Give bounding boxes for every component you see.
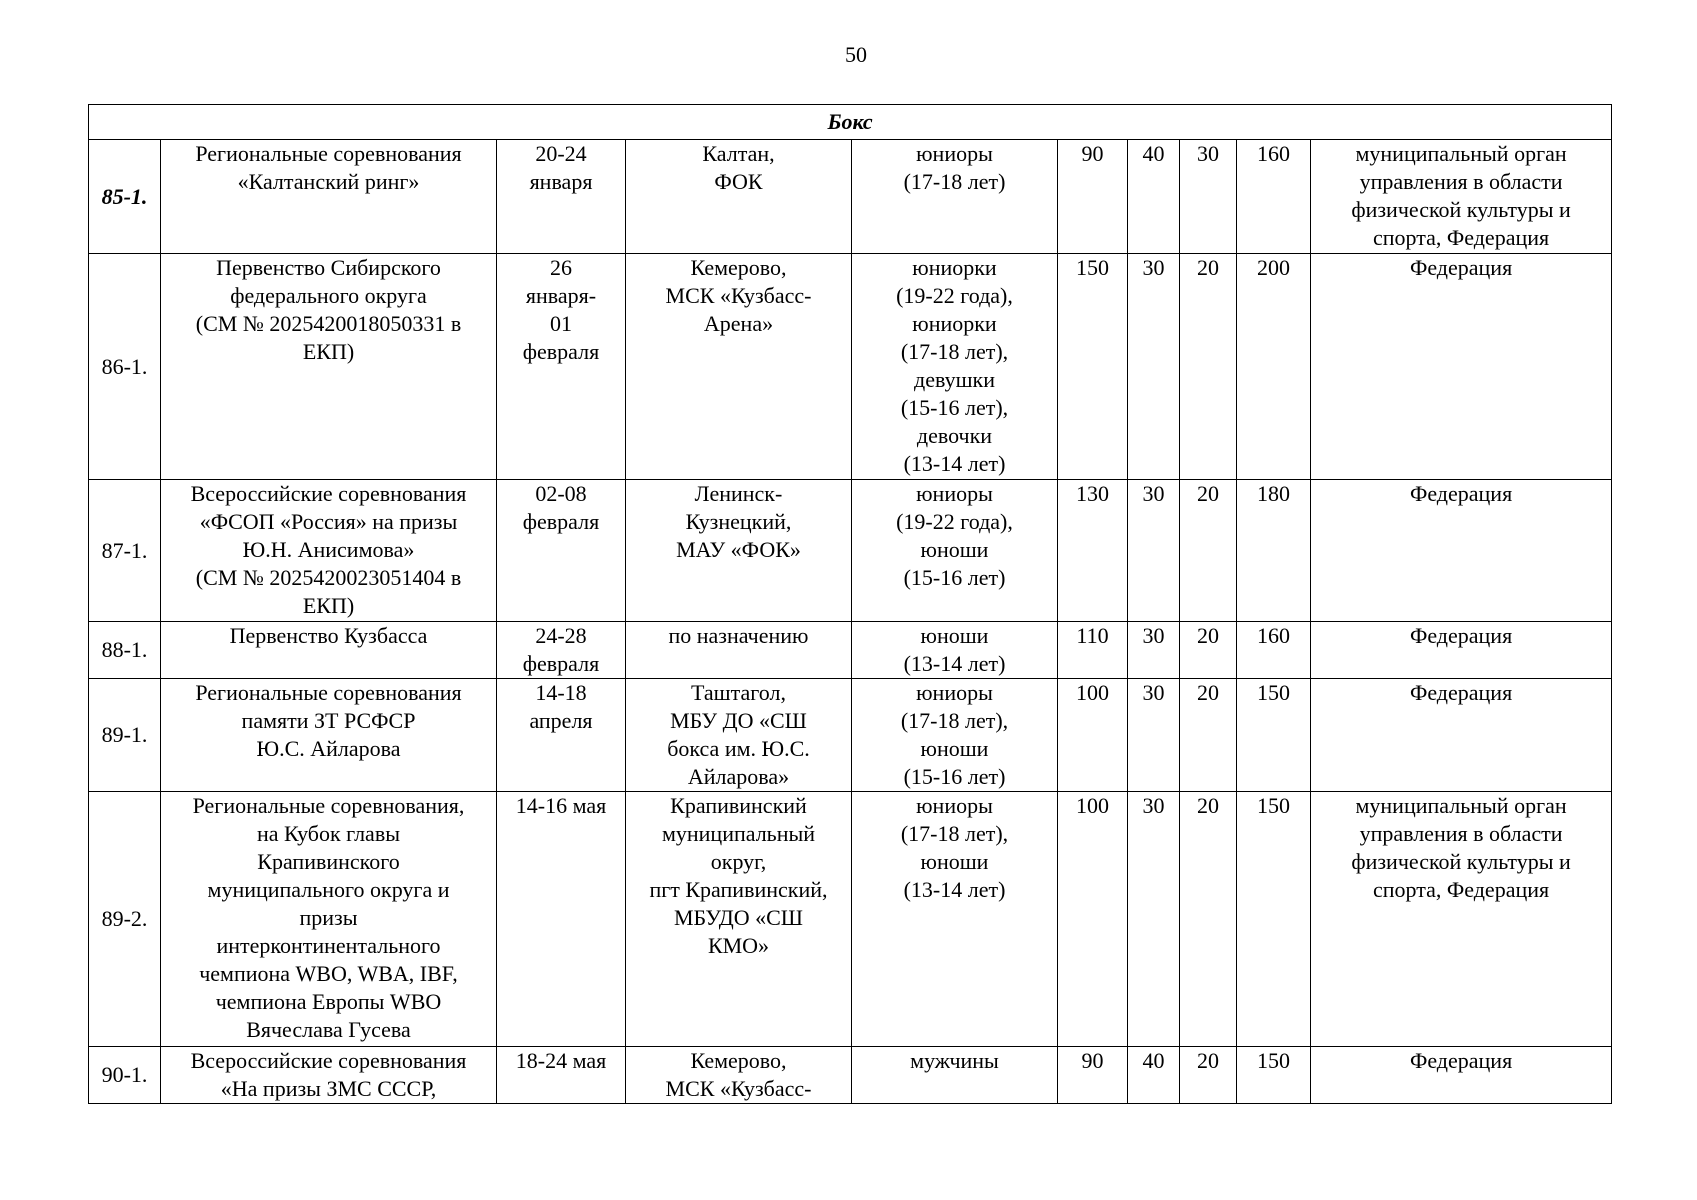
event-name-line: Крапивинского <box>257 849 400 874</box>
event-name-line: Региональные соревнования <box>195 141 462 166</box>
count-1: 110 <box>1058 622 1128 679</box>
event-name-line: на Кубок главы <box>257 821 400 846</box>
event-name-line: Региональные соревнования, <box>192 793 465 818</box>
event-name <box>161 480 497 622</box>
participants <box>852 140 1058 254</box>
organizer <box>1311 679 1612 792</box>
participants-line: юниорки <box>912 255 997 280</box>
event-place-line: МБУ ДО «СШ <box>670 708 807 733</box>
event-dates <box>497 1047 626 1104</box>
participants-line: (13-14 лет) <box>903 877 1006 902</box>
event-dates <box>497 140 626 254</box>
event-name-line: «Калтанский ринг» <box>237 169 420 194</box>
event-place-line: Айларова» <box>687 764 790 789</box>
count-3: 20 <box>1180 480 1237 622</box>
organizer-line: Федерация <box>1409 1048 1513 1073</box>
event-place-line: Арена» <box>703 311 774 336</box>
event-name-line: (СМ № 2025420018050331 в <box>195 311 462 336</box>
event-place-line: МАУ «ФОК» <box>676 537 801 562</box>
count-total: 150 <box>1237 1047 1311 1104</box>
count-3: 30 <box>1180 140 1237 254</box>
table-row <box>89 480 1612 622</box>
organizer-line: муниципальный орган <box>1355 141 1567 166</box>
event-dates <box>497 679 626 792</box>
event-place-line: Кемерово, <box>690 1048 787 1073</box>
count-2: 30 <box>1128 679 1180 792</box>
event-place <box>626 679 852 792</box>
participants-line: мужчины <box>910 1048 999 1073</box>
participants-line: юноши <box>920 623 989 648</box>
count-total: 180 <box>1237 480 1311 622</box>
event-name <box>161 792 497 1047</box>
event-place-line: КМО» <box>707 933 770 958</box>
participants-line: девочки <box>916 423 993 448</box>
participants <box>852 1047 1058 1104</box>
organizer <box>1311 1047 1612 1104</box>
event-dates-line: 02-08 <box>535 481 587 506</box>
event-place-line: Кемерово, <box>690 255 787 280</box>
organizer <box>1311 254 1612 480</box>
event-name-line: Ю.С. Айларова <box>256 736 401 761</box>
organizer <box>1311 622 1612 679</box>
participants-line: (15-16 лет) <box>903 764 1006 789</box>
organizer-line: Федерация <box>1409 481 1513 506</box>
event-dates-line: 26 <box>550 255 572 280</box>
participants-line: юноши <box>920 849 989 874</box>
row-number: 87-1. <box>89 480 161 622</box>
event-place-line: МСК «Кузбасс- <box>665 283 812 308</box>
event-dates-line: января <box>529 169 593 194</box>
count-1: 90 <box>1058 140 1128 254</box>
table-row <box>89 1047 1612 1104</box>
participants-line: (13-14 лет) <box>903 651 1006 676</box>
count-3: 20 <box>1180 622 1237 679</box>
event-name <box>161 622 497 679</box>
count-total: 160 <box>1237 622 1311 679</box>
organizer <box>1311 480 1612 622</box>
event-place-line: Кузнецкий, <box>685 509 792 534</box>
event-dates-line: 20-24 <box>535 141 587 166</box>
count-1: 90 <box>1058 1047 1128 1104</box>
organizer-line: Федерация <box>1409 255 1513 280</box>
organizer <box>1311 792 1612 1047</box>
event-place-line: Крапивинский <box>670 793 807 818</box>
participants <box>852 792 1058 1047</box>
table-row <box>89 140 1612 254</box>
event-dates-line: 14-16 мая <box>515 793 607 818</box>
count-2: 40 <box>1128 1047 1180 1104</box>
event-name-line: муниципального округа и <box>207 877 450 902</box>
row-number: 88-1. <box>89 622 161 679</box>
event-name <box>161 254 497 480</box>
event-dates-line: 14-18 <box>535 680 587 705</box>
event-place-line: бокса им. Ю.С. <box>667 736 810 761</box>
participants-line: девушки <box>914 367 995 392</box>
event-name-line: «ФСОП «Россия» на призы <box>199 509 458 534</box>
count-1: 100 <box>1058 792 1128 1047</box>
count-3: 20 <box>1180 679 1237 792</box>
participants-line: (17-18 лет), <box>900 708 1009 733</box>
participants <box>852 254 1058 480</box>
event-name-line: (СМ № 2025420023051404 в <box>195 565 462 590</box>
row-number: 89-2. <box>89 792 161 1047</box>
event-place-line: пгт Крапивинский, <box>649 877 828 902</box>
event-name-line: чемпиона WBO, WBA, IBF, <box>199 961 458 986</box>
event-place <box>626 792 852 1047</box>
table-row <box>89 254 1612 480</box>
event-name-line: Региональные соревнования <box>195 680 462 705</box>
participants-line: (17-18 лет), <box>900 821 1009 846</box>
event-dates-line: 18-24 мая <box>515 1048 607 1073</box>
count-3: 20 <box>1180 792 1237 1047</box>
count-2: 30 <box>1128 792 1180 1047</box>
participants-line: юниоры <box>916 141 993 166</box>
event-dates <box>497 480 626 622</box>
event-name <box>161 140 497 254</box>
count-total: 150 <box>1237 679 1311 792</box>
event-place-line: МСК «Кузбасс- <box>665 1076 812 1101</box>
event-place-line: муниципальный <box>661 821 816 846</box>
row-number: 90-1. <box>89 1047 161 1104</box>
event-place <box>626 254 852 480</box>
event-name-line: Ю.Н. Анисимова» <box>242 537 415 562</box>
count-1: 130 <box>1058 480 1128 622</box>
event-name-line: «На призы ЗМС СССР, <box>220 1076 437 1101</box>
count-1: 150 <box>1058 254 1128 480</box>
participants-line: (15-16 лет), <box>900 395 1009 420</box>
event-dates <box>497 622 626 679</box>
participants-line: юниоры <box>916 481 993 506</box>
event-name-line: чемпиона Европы WBO <box>215 989 442 1014</box>
count-2: 30 <box>1128 254 1180 480</box>
event-name-line: Первенство Сибирского <box>216 255 441 280</box>
event-place-line: Таштагол, <box>691 680 786 705</box>
section-header-row <box>89 105 1612 140</box>
participants-line: юниоры <box>916 680 993 705</box>
event-place <box>626 1047 852 1104</box>
event-dates-line: февраля <box>522 509 600 534</box>
participants-line: (19-22 года), <box>896 509 1013 534</box>
event-name-line: Всероссийские соревнования <box>190 481 467 506</box>
event-dates <box>497 792 626 1047</box>
event-name <box>161 1047 497 1104</box>
organizer-line: спорта, Федерация <box>1372 877 1550 902</box>
event-place <box>626 480 852 622</box>
organizer-line: физической культуры и <box>1351 849 1571 874</box>
row-number: 86-1. <box>89 254 161 480</box>
table-row <box>89 792 1612 1047</box>
participants <box>852 622 1058 679</box>
organizer-line: Федерация <box>1409 623 1513 648</box>
participants-line: (17-18 лет), <box>900 339 1009 364</box>
count-3: 20 <box>1180 254 1237 480</box>
participants <box>852 480 1058 622</box>
event-name-line: призы <box>299 905 358 930</box>
count-total: 200 <box>1237 254 1311 480</box>
event-dates-line: апреля <box>529 708 593 733</box>
event-name-line: памяти ЗТ РСФСР <box>241 708 416 733</box>
event-name-line: интерконтинентального <box>216 933 441 958</box>
event-name-line: Первенство Кузбасса <box>229 623 428 648</box>
participants-line: юноши <box>920 537 989 562</box>
participants-line: юниоры <box>916 793 993 818</box>
event-dates-line: февраля <box>522 651 600 676</box>
organizer-line: физической культуры и <box>1351 197 1571 222</box>
organizer-line: управления в области <box>1359 821 1563 846</box>
event-place-line: МБУДО «СШ <box>673 905 804 930</box>
section-title: Бокс <box>89 105 1612 140</box>
count-2: 30 <box>1128 480 1180 622</box>
count-3: 20 <box>1180 1047 1237 1104</box>
event-place-line: Калтан, <box>702 141 775 166</box>
participants-line: (17-18 лет) <box>903 169 1006 194</box>
participants-line: (15-16 лет) <box>903 565 1006 590</box>
organizer-line: спорта, Федерация <box>1372 225 1550 250</box>
event-place-line: Ленинск- <box>694 481 783 506</box>
participants-line: (19-22 года), <box>896 283 1013 308</box>
event-dates-line: 01 <box>550 311 572 336</box>
event-place <box>626 622 852 679</box>
event-name-line: Вячеслава Гусева <box>246 1017 411 1042</box>
count-1: 100 <box>1058 679 1128 792</box>
event-dates-line: 24-28 <box>535 623 587 648</box>
event-dates-line: января- <box>525 283 597 308</box>
participants-line: юноши <box>920 736 989 761</box>
event-name-line: ЕКП) <box>302 593 355 618</box>
events-table <box>88 104 1612 1104</box>
event-name-line: Всероссийские соревнования <box>190 1048 467 1073</box>
organizer-line: управления в области <box>1359 169 1563 194</box>
count-total: 150 <box>1237 792 1311 1047</box>
count-total: 160 <box>1237 140 1311 254</box>
organizer-line: Федерация <box>1409 680 1513 705</box>
page-number: 50 <box>845 42 867 67</box>
row-number: 85-1. <box>89 140 161 254</box>
count-2: 30 <box>1128 622 1180 679</box>
event-name-line: федерального округа <box>230 283 427 308</box>
event-name-line: ЕКП) <box>302 339 355 364</box>
participants-line: юниорки <box>912 311 997 336</box>
event-dates <box>497 254 626 480</box>
row-number: 89-1. <box>89 679 161 792</box>
event-place <box>626 140 852 254</box>
event-dates-line: февраля <box>522 339 600 364</box>
table-row <box>89 679 1612 792</box>
event-place-line: ФОК <box>714 169 763 194</box>
participants <box>852 679 1058 792</box>
count-2: 40 <box>1128 140 1180 254</box>
event-name <box>161 679 497 792</box>
organizer-line: муниципальный орган <box>1355 793 1567 818</box>
event-place-line: округ, <box>710 849 767 874</box>
event-place-line: по назначению <box>668 623 809 648</box>
table-row <box>89 622 1612 679</box>
participants-line: (13-14 лет) <box>903 451 1006 476</box>
organizer <box>1311 140 1612 254</box>
